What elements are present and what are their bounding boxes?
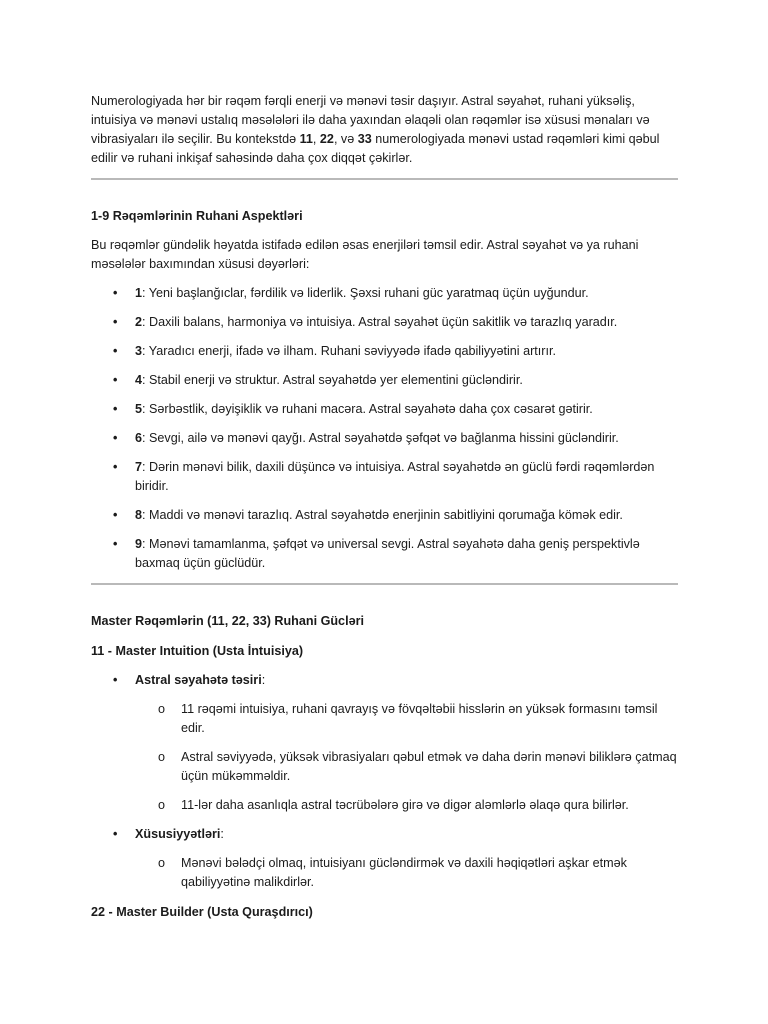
item-number: 6 bbox=[135, 431, 143, 445]
circle-bullet-icon: o bbox=[158, 702, 166, 716]
list-item bbox=[91, 429, 681, 448]
intro-text-1: Numerologiyada hər bir rəqəm fərqli enerji və mənəvi təsir daşıyır. Astral səyahət, ruhani yüksəliş, intuisiya və mənəvi ustalıq məsələləri ilə daha yaxından əlaqəli olan rəqəmlər isə xüsusi mənaları və vibrasiyaları ilə seçilir. Bu kontekstdə bbox=[91, 94, 650, 146]
item-text: Mənəvi bələdçi olmaq, intuisiyanı gücləndirmək və daxili həqiqətləri aşkar etmək qabiliyyətinə malikdirlər. bbox=[181, 856, 627, 889]
bullet-icon: • bbox=[113, 460, 118, 474]
bullet-icon: • bbox=[113, 373, 118, 387]
group-label: Xüsusiyyətləri bbox=[135, 827, 221, 841]
item-number: 3 bbox=[135, 344, 143, 358]
list-item bbox=[91, 400, 681, 419]
bullet-icon: • bbox=[113, 537, 118, 551]
list-item bbox=[91, 825, 681, 844]
bullet-icon: • bbox=[113, 431, 118, 445]
item-text: : Mənəvi tamamlanma, şəfqət və universal sevgi. Astral səyahətə daha geniş perspektivlə baxmaq üçün güclüdür. bbox=[135, 537, 640, 570]
circle-bullet-icon: o bbox=[158, 750, 166, 764]
intro-sep-2: , və bbox=[333, 132, 358, 146]
bullet-icon: • bbox=[113, 344, 118, 358]
item-text: Astral səviyyədə, yüksək vibrasiyaları qəbul etmək və daha dərin mənəvi biliklərə çatmaq üçün mükəmməldir. bbox=[181, 750, 677, 783]
item-text: 11-lər daha asanlıqla astral təcrübələrə girə və digər aləmlərlə əlaqə qura bilirlər. bbox=[181, 798, 629, 812]
item-text: : Sərbəstlik, dəyişiklik və ruhani macəra. Astral səyahətə daha çox cəsarət gətirir. bbox=[142, 402, 593, 416]
circle-bullet-icon: o bbox=[158, 856, 166, 870]
master-11-heading: 11 - Master Intuition (Usta İntuisiya) bbox=[91, 644, 304, 658]
item-number: 9 bbox=[135, 537, 143, 551]
bullet-icon: • bbox=[113, 315, 118, 329]
sub-list-item bbox=[91, 796, 681, 815]
bullet-icon: • bbox=[113, 508, 118, 522]
intro-number-33: 33 bbox=[357, 132, 372, 146]
group-label: Astral səyahətə təsiri bbox=[135, 673, 262, 687]
list-item bbox=[91, 458, 681, 496]
bullet-icon: • bbox=[113, 827, 118, 841]
item-number: 4 bbox=[135, 373, 143, 387]
list-item bbox=[91, 535, 681, 573]
bullet-icon: • bbox=[113, 673, 118, 687]
circle-bullet-icon: o bbox=[158, 798, 166, 812]
intro-number-22: 22 bbox=[319, 132, 334, 146]
intro-paragraph bbox=[91, 92, 681, 168]
item-number: 2 bbox=[135, 315, 143, 329]
list-item bbox=[91, 342, 681, 361]
sub-list-item bbox=[91, 748, 681, 786]
divider-1 bbox=[91, 178, 678, 180]
item-number: 8 bbox=[135, 508, 143, 522]
master-11-list bbox=[91, 671, 681, 892]
list-item bbox=[91, 371, 681, 390]
sub-list-item bbox=[91, 700, 681, 738]
section1-heading: 1-9 Rəqəmlərinin Ruhani Aspektləri bbox=[91, 209, 303, 223]
bullet-icon: • bbox=[113, 402, 118, 416]
item-text: 11 rəqəmi intuisiya, ruhani qavrayış və fövqəltəbii hisslərin ən yüksək formasını təmsil edir. bbox=[181, 702, 658, 735]
item-number: 5 bbox=[135, 402, 143, 416]
item-text: : Maddi və mənəvi tarazlıq. Astral səyahətdə enerjinin sabitliyini qorumağa kömək edir. bbox=[142, 508, 623, 522]
intro-text-2: numerologiyada mənəvi ustad rəqəmləri kimi qəbul edilir və ruhani inkişaf sahəsində daha çox diqqət çəkirlər. bbox=[91, 132, 660, 165]
bullet-icon: • bbox=[113, 286, 118, 300]
item-text: : Yeni başlanğıclar, fərdilik və liderlik. Şəxsi ruhani güc yaratmaq üçün uyğundur. bbox=[142, 286, 589, 300]
master-22-heading: 22 - Master Builder (Usta Quraşdırıcı) bbox=[91, 905, 313, 919]
section2-heading: Master Rəqəmlərin (11, 22, 33) Ruhani Gücləri bbox=[91, 614, 364, 628]
divider-2 bbox=[91, 583, 678, 585]
section1-intro: Bu rəqəmlər gündəlik həyatda istifadə edilən əsas enerjiləri təmsil edir. Astral səyahət və ya ruhani məsələlər baxımından xüsusi dəyərləri: bbox=[91, 238, 639, 271]
section1-list bbox=[91, 284, 681, 583]
item-text: : Stabil enerji və struktur. Astral səyahətdə yer elementini gücləndirir. bbox=[142, 373, 523, 387]
item-text: : Daxili balans, harmoniya və intuisiya. Astral səyahət üçün sakitlik və tarazlıq yaradır. bbox=[142, 315, 618, 329]
intro-number-11: 11 bbox=[299, 132, 313, 146]
item-number: 1 bbox=[135, 286, 143, 300]
group-colon: : bbox=[261, 673, 266, 687]
item-text: : Sevgi, ailə və mənəvi qayğı. Astral səyahətdə şəfqət və bağlanma hissini gücləndirir. bbox=[142, 431, 619, 445]
list-item bbox=[91, 671, 681, 690]
list-item bbox=[91, 506, 681, 525]
item-number: 7 bbox=[135, 460, 143, 474]
item-text: : Dərin mənəvi bilik, daxili düşüncə və intuisiya. Astral səyahətdə ən güclü fərdi rəqəmlərdən biridir. bbox=[135, 460, 655, 493]
sub-list-item bbox=[91, 854, 681, 892]
list-item bbox=[91, 284, 681, 303]
intro-sep-1: , bbox=[312, 132, 320, 146]
item-text: : Yaradıcı enerji, ifadə və ilham. Ruhani səviyyədə ifadə qabiliyyətini artırır. bbox=[142, 344, 556, 358]
list-item bbox=[91, 313, 681, 332]
group-colon: : bbox=[220, 827, 224, 841]
